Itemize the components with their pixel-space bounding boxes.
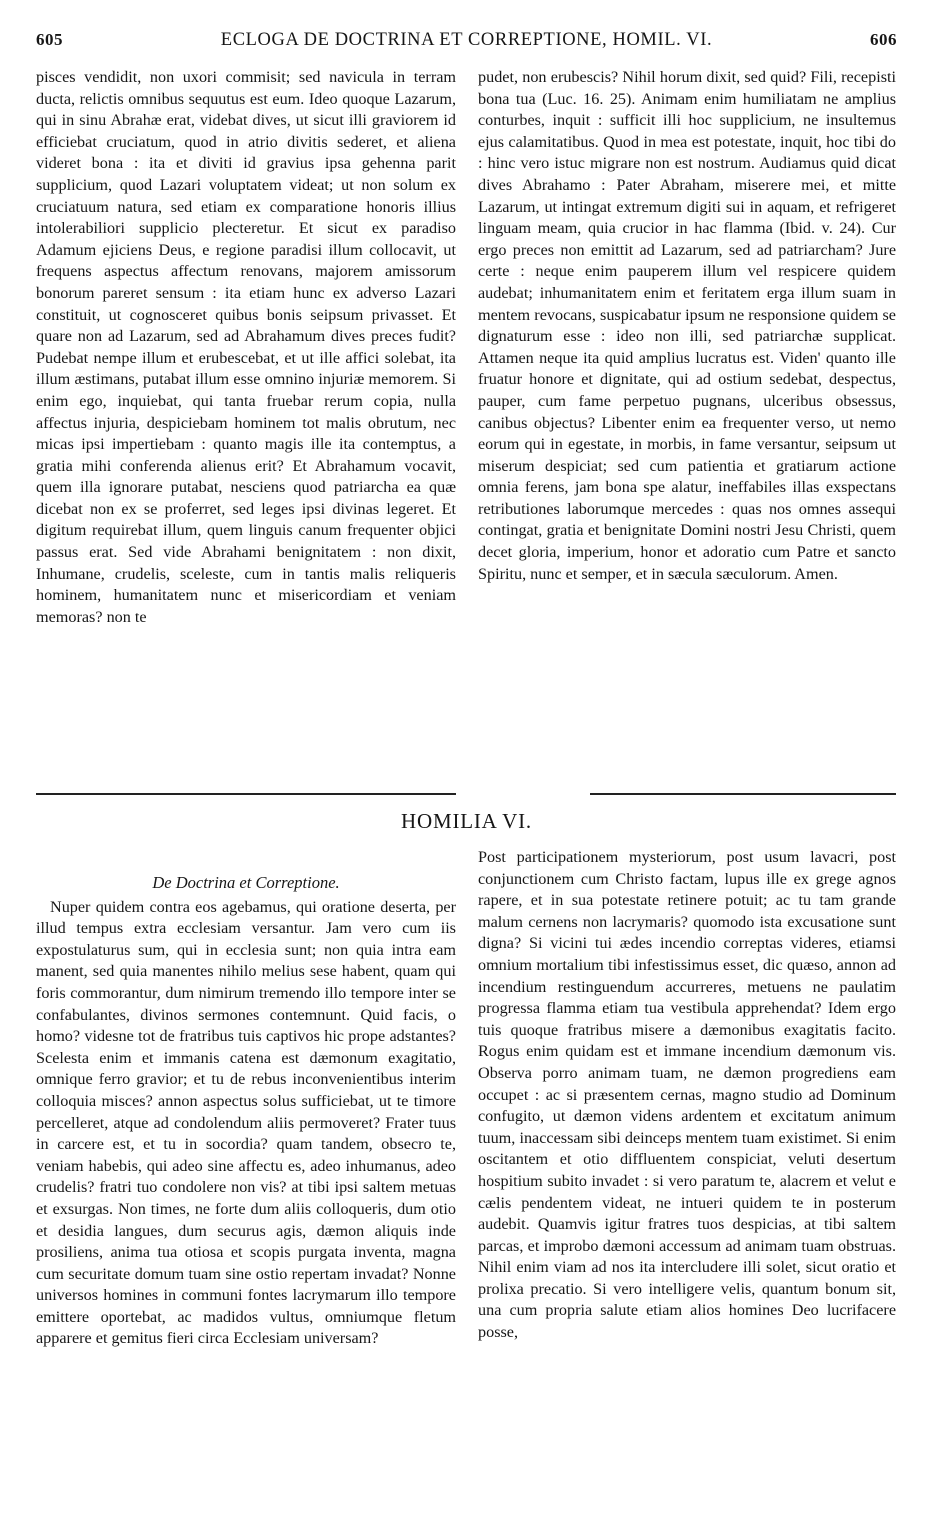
page-number-right: 606	[870, 30, 897, 49]
column-top-left	[36, 67, 456, 628]
divider-rule-left	[36, 793, 456, 795]
paragraph: pisces vendidit, non uxori commisit; sed navicula in terram ducta, relictis omnibus sequutus est eum. Ideo quoque Lazarum, qui in sinu Abrahæ erat, videbat dives, ut sicut illi graviorem id efficiebat cruciatum, quod in atrio divitis sederet, et aliena videret bona : ita et diviti id gravius ipsa gehenna parit supplicium, quod Lazari voluptatem videat; ut non solum ex cruciatuum natura, sed etiam ex comparatione honoris illius intolerabiliori supplicio plecteretur. Et sicut ex paradiso Adamum ejiciens Deus, e regione paradisi illum collocavit, ut frequens aspectus affectum renovans, majorem amissorum bonorum pareret sensum : ita etiam hunc ex adverso Lazari constituit, ut cognosceret quibus bonis seipsum privasset. Et quare non ad Lazarum, sed ad Abrahamum dives preces fudit? Pudebat nempe illum et erubescebat, et ut ille affici solebat, ita illum æstimans, putabat illum esse omnino injuriæ memorem. Si enim ego, inquiebat, qui tanta fruebar rerum copia, nulla affectus injuria, despiciebam hominem tot malis obrutum, nec micas ipsi impertiebam : quanto magis ille ita contemptus, a gratia mihi conferenda alienus erit? Et Abrahamum vocavit, quem illa ignorare putabat, nesciens quod patriarcha ea quæ dicebat non ex se proferret, sed leges ipsi divinas legeret. Et digitum requirebat illum, quem linguis canum frequenter objici passus erat. Sed vide Abrahami benignitatem : non dixit, Inhumane, crudelis, scelestе, cum in tantis malis reliqueris hominem, humanitatem nunc et misericordiam et veniam memoras? non te	[36, 68, 456, 626]
paragraph: Nuper quidem contra eos agebamus, qui oratione deserta, per illud tempus extra ecclesiam versantur. Jam vero cum iis expostulaturus sum, qui in ecclesia sunt; non quia intra eam manent, sed quia manentes nihilo melius sese habent, quam qui foris commorantur, dum nimirum tremendo illo tempore inter se confabulantes, divinos sermones contemnunt. Quid facis, o homo? videsne tot de fratribus tuis captivos hic prope adstantes? Scelesta enim et immanis catena est dæmonum exagitatio, omnique ferro gravior; et tu de rebus inconvenientibus interim colloquia misces? annon aspectus solus sufficiebat, ut te timore percelleret, atque ad condolendum aliis permoveret? Frater tuus in carcere est, et tu in socordia? quam tandem, obsecro te, veniam habebis, qui adeo sine affectu es, adeo inhumanus, adeo crudelis? fratri tuo condolere non vis? at tibi ipsi saltem metuas et exsurgas. Non times, ne forte dum aliis colloqueris, dum otio et desidia langues, dum securus agis, dæmon aliquis inde prosiliens, anima tua otiosa et scopis purgata inventa, magna cum securitate domum tuam sine ostio repertam invadat? Nonne universos homines in communi fontes lacrymarum illo tempore emittere oportebat, ac madidos vultus, omniumque fletum apparere et gemitus fieri circa Ecclesiam universam?	[36, 897, 456, 1348]
page-number-left: 605	[36, 30, 63, 49]
paragraph: pudet, non erubescis? Nihil horum dixit, sed quid? Fili, recepisti bona tua (Luc. 16. 25). Animam enim humiliatam ne amplius conturbes, inquit : sufficit illi hoc supplicium, ne insultemus ejus calamitatibus. Quod in mea est potestate, inquit, hoc tibi do : hinc vero istuc migrare non est nostrum. Audiamus quid dicat dives Abrahamo : Pater Abraham, miserere mei, et mitte Lazarum, ut intingat extremum digiti sui in aquam, et refrigeret linguam meam, quia crucior in hac flamma (Ibid. v. 24). Cur ergo preces non emittit ad Lazarum, sed ad patriarcham? Jure certe : neque enim pauperem illum vel respicere quidem audebat; inhumanitatem enim et feritatem erga illum suam in mentem revocans, suspicabatur ipsum ne responsione quidem se dignaturum esse : ideo non illi, sed patriarchæ supplicat. Attamen neque ita quid amplius lucratus est. Viden' quanto ille fruatur honore et dignitate, qui ad ostium sedebat, despectus, pauper, cum fame perpetuo pugnans, ulceribus obsessus, canibus objectus? Libenter enim ea frequenter verso, ut nemo eorum qui in egestate, in morbis, in fame versantur, seipsum ut miserum despiciat; sed cum patientia et gratiarum actione omnia ferens, jam bona spe alatur, ineffabiles illas exspectans retributiones laborumque mercedes : quas nos omnes assequi contingat, gratia et benignitate Domini nostri Jesu Christi, quem decet gloria, imperium, honor et adoratio cum Patre et sancto Spiritu, nunc et semper, et in sæcula sæculorum. Amen.	[478, 68, 896, 583]
column-top-right	[478, 67, 896, 585]
column-bottom-right	[478, 847, 896, 1344]
paragraph: Post participationem mysteriorum, post usum lavacri, post conjunctionem cum Christo factam, lupus ille ex grege agnos rapere, et in sua potestate retinere potuit; ac tu tam grande malum cernens non lacrymaris? quomodo ista excusatione sunt digna? Si vicini tui ædes incendio correptas videres, etiamsi omnium mortalium tibi infestissimus esset, dic quæso, annon ad incendium restinguendum accurreres, metuens ne paulatim progressa flamma etiam tua vestibula apprehendat? Idem ergo tuis quoque fratribus misere a dæmonibus exagitatis facito. Rogus enim quidam est et immane incendium dæmonum vis. Observa porro animam tuam, ne dæmon progrediens eam occupet : ac si præsentem cernas, magno studio ad Dominum confugito, ut dæmon videns ardentem et excitatum animum tuum, inaccessam sibi deinceps mentem tuam existimet. Si enim oscitantem et otio diffluentem conspiciat, veluti desertum hospitium subito invadet : si vero paratum te, alacrem et velut e cælis pendentem videat, ne intueri quidem te in posterum audebit. Quamvis igitur fratres tuos despicias, at tibi saltem parcas, et improbo dæmoni accessum ad animam tuam obstruas. Nihil enim viam ad nos ita intercludere illi solet, sicut oratio et prolixa precatio. Si vero intelligere velis, quantum bonum sit, una cum propria salute etiam alios homines Deo lucrifacere posse,	[478, 848, 896, 1342]
running-head: ECLOGA DE DOCTRINA ET CORREPTIONE, HOMIL. VI.	[220, 30, 713, 50]
column-bottom-left	[36, 872, 456, 1350]
page-header	[0, 30, 933, 60]
section-title: De Doctrina et Correptione.	[152, 873, 340, 892]
homily-title: HOMILIA VI.	[401, 809, 532, 833]
divider-rule-right	[590, 793, 896, 795]
